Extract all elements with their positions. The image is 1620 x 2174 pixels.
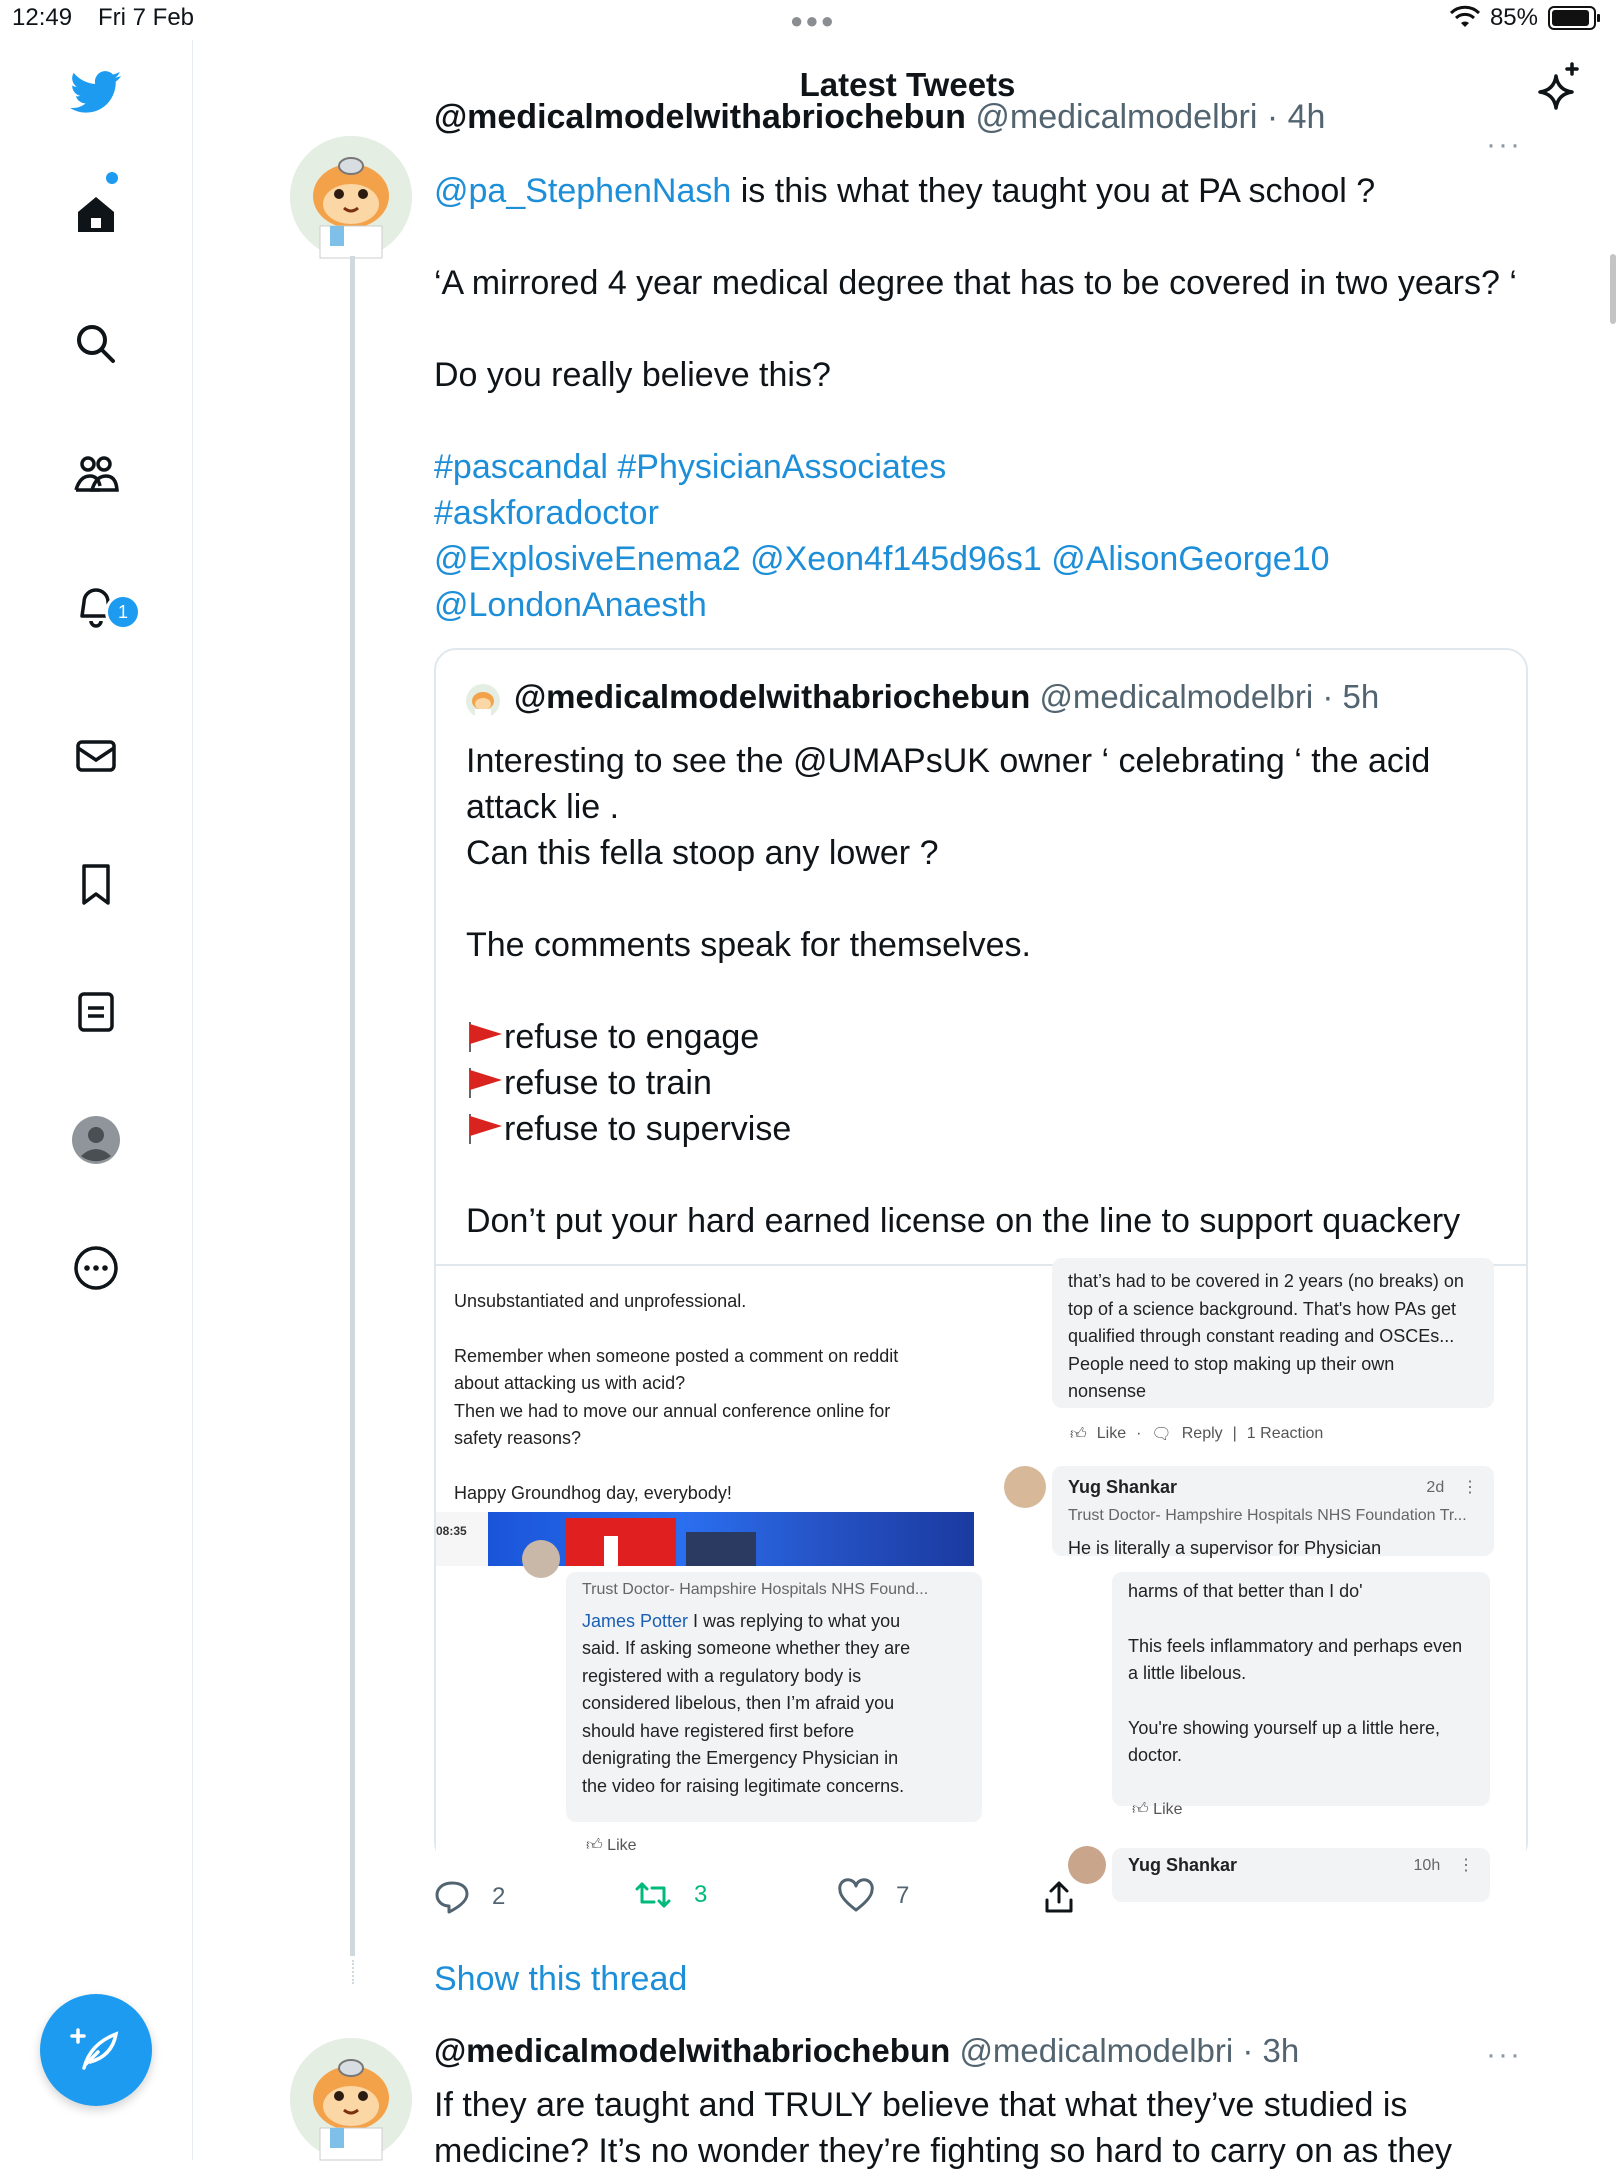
quote-header: [514, 678, 1379, 716]
retweet-button[interactable]: [634, 1880, 707, 1910]
reply-count: 2: [492, 1883, 506, 1910]
tweet2-avatar[interactable]: [290, 2038, 414, 2162]
comment-box: [1112, 1572, 1490, 1806]
compose-button[interactable]: [40, 1994, 152, 2106]
tweet1-line2: ‘A mirrored 4 year medical degree that has to be covered in two years? ‘: [434, 264, 1517, 302]
video-thumbnail-mark: [604, 1536, 618, 1566]
comment-line: doctor.: [1128, 1745, 1183, 1765]
status-right: [1450, 4, 1596, 32]
comment-line: a little libelous.: [1128, 1663, 1247, 1683]
quote-author-name[interactable]: @medicalmodelwithabriochebun: [514, 678, 1031, 715]
multitasking-dots-icon[interactable]: ●●●: [790, 8, 836, 33]
video-timestamp: 08:35: [436, 1524, 467, 1538]
flag-text-3: refuse to supervise: [504, 1110, 792, 1148]
bookmark-icon[interactable]: [70, 858, 122, 910]
share-icon: [1042, 1880, 1076, 1914]
quote-handle[interactable]: @medicalmodelbri: [1039, 678, 1314, 715]
comment-line: qualified through constant reading and OSCEs...: [1068, 1326, 1455, 1346]
flag-item: [466, 1106, 1506, 1152]
post-p3: Happy Groundhog day, everybody!: [454, 1482, 732, 1503]
profile-icon[interactable]: [70, 1114, 122, 1166]
status-date: Fri 7 Feb: [98, 4, 195, 31]
video-thumbnail-dark: [686, 1532, 756, 1566]
comment-line: considered libelous, then I’m afraid you: [582, 1693, 895, 1713]
tweet2-line1: If they are taught and TRULY believe that what they’ve studied is: [434, 2086, 1408, 2124]
comment-box: [566, 1572, 982, 1822]
quote-body: [466, 738, 1506, 1244]
quote-line4: The comments speak for themselves.: [466, 926, 1032, 964]
heart-icon: [838, 1880, 874, 1912]
status-time: 12:49: [12, 4, 73, 31]
comment-like[interactable]: 👍︎ Like: [586, 1837, 637, 1854]
tweet1-actions: [434, 1880, 1534, 1930]
tweet2-more-icon[interactable]: ···: [1486, 2038, 1522, 2071]
reply-icon[interactable]: 🗨︎: [1151, 1426, 1172, 1443]
mention-links-2[interactable]: @LondonAnaesth: [434, 586, 707, 624]
video-strip[interactable]: [436, 1512, 974, 1566]
hashtag-links-2[interactable]: #askforadoctor: [434, 494, 659, 532]
notifications-badge: 1: [105, 594, 141, 630]
tweet2-line2: medicine? It’s no wonder they’re fighting so hard to carry on as they: [434, 2132, 1453, 2170]
flag-item: [466, 1014, 1506, 1060]
comment-like[interactable]: 👍︎ Like: [1132, 1801, 1183, 1818]
retweet-count: 3: [694, 1881, 708, 1908]
comment-box: Yug Shankar 2d ⋮ Trust Doctor- Hampshire Hospitals NHS Foundation Tr... He is literally a supervisor for Physician: [1052, 1466, 1494, 1556]
tweet2-author-name[interactable]: @medicalmodelwithabriochebun: [434, 2032, 951, 2069]
sidebar: [0, 40, 193, 2160]
tweet1-author-name[interactable]: @medicalmodelwithabriochebun: [434, 98, 966, 136]
flag-item: [466, 1060, 1506, 1106]
flag-text-2: refuse to train: [504, 1064, 712, 1102]
tweet1-line1: is this what they taught you at PA school ?: [731, 172, 1376, 210]
comment-actions: 👍︎ Like · 🗨︎ Reply | 1 Reaction: [1070, 1425, 1324, 1443]
quote-line2: attack lie .: [466, 788, 620, 826]
scrollbar[interactable]: [1610, 254, 1616, 324]
comment-line: that’s had to be covered in 2 years (no breaks) on: [1068, 1271, 1464, 1291]
quote-time: · 5h: [1322, 678, 1380, 715]
comment-line: harms of that better than I do': [1128, 1581, 1363, 1601]
red-flag-icon: [466, 1112, 504, 1146]
more-icon[interactable]: [70, 1242, 122, 1294]
home-icon[interactable]: [70, 188, 122, 240]
sparkle-icon[interactable]: [1536, 62, 1582, 115]
comment-age: 2d: [1426, 1479, 1445, 1496]
twitter-bird-icon[interactable]: [70, 66, 122, 118]
like-link[interactable]: Like: [1153, 1801, 1183, 1818]
comment-line: People need to stop making up their own: [1068, 1353, 1395, 1374]
commenter-avatar: [1004, 1466, 1046, 1508]
flag-text-1: refuse to engage: [504, 1018, 760, 1056]
show-thread-link[interactable]: Show this thread: [434, 1960, 688, 1998]
comment-line: top of a science background. That's how PAs get: [1068, 1298, 1457, 1319]
reply-link[interactable]: Reply: [1181, 1425, 1223, 1442]
tweet1-avatar[interactable]: [290, 136, 414, 260]
avatar-icon: [290, 2038, 412, 2160]
envelope-icon[interactable]: [70, 730, 122, 782]
tweet2-handle[interactable]: @medicalmodelbri: [959, 2032, 1234, 2069]
home-unread-dot: [106, 172, 118, 184]
commenter-avatar: [1068, 1846, 1106, 1884]
comment-box: Yug Shankar 10h ⋮: [1112, 1848, 1490, 1902]
post-p1: Unsubstantiated and unprofessional.: [454, 1291, 747, 1311]
quote-line3: Can this fella stoop any lower ?: [466, 834, 939, 872]
commenter-title: Trust Doctor- Hampshire Hospitals NHS Foundation Tr...: [1068, 1506, 1467, 1524]
comment-line: nonsense: [1068, 1381, 1147, 1401]
like-link[interactable]: Like: [1096, 1425, 1127, 1442]
post-p2d: safety reasons?: [454, 1428, 582, 1448]
tweet1-header-clipped: [434, 98, 1504, 156]
commenter-avatar: [522, 1540, 560, 1578]
comment-line: I was replying to what you: [688, 1610, 901, 1631]
reply-icon: [434, 1880, 470, 1914]
commenter-name[interactable]: Yug Shankar: [1068, 1477, 1178, 1497]
post-p2c: Then we had to move our annual conference online for: [454, 1400, 891, 1421]
tweet1-line3: Do you really believe this?: [434, 356, 831, 394]
embedded-screenshot[interactable]: [436, 1264, 1526, 1875]
comment-line: should have registered first before: [582, 1720, 855, 1741]
tweet1-time: · 4h: [1266, 98, 1326, 136]
tweet1-handle[interactable]: @medicalmodelbri: [975, 98, 1258, 136]
reaction-count[interactable]: 1 Reaction: [1246, 1425, 1324, 1442]
retweet-icon: [634, 1880, 672, 1910]
tweet2-body: [434, 2082, 1554, 2174]
comment-line: the video for raising legitimate concerns.: [582, 1775, 905, 1796]
reply-button[interactable]: [434, 1880, 505, 1914]
like-link[interactable]: Like: [607, 1837, 637, 1854]
battery-percent: 85%: [1489, 4, 1538, 31]
quote-line5: Don’t put your hard earned license on the line to support quackery: [466, 1202, 1461, 1240]
search-icon[interactable]: [70, 318, 122, 370]
comment-age: 10h: [1413, 1857, 1441, 1874]
hashtag-links-1[interactable]: #pascandal #PhysicianAssociates: [434, 448, 947, 486]
comment-line: You're showing yourself up a little here,: [1128, 1717, 1440, 1738]
quote-line1: Interesting to see the @UMAPsUK owner ‘ celebrating ‘ the acid: [466, 742, 1431, 780]
mention-link[interactable]: @pa_StephenNash: [434, 172, 732, 210]
comment-line: said. If asking someone whether they are: [582, 1638, 911, 1658]
post-p2b: about attacking us with acid?: [454, 1373, 686, 1393]
quote-tweet-card[interactable]: [434, 648, 1528, 1875]
tweet1-body: [434, 168, 1554, 628]
comment-line: registered with a regulatory body is: [582, 1665, 862, 1686]
mention-name[interactable]: James Potter: [582, 1610, 689, 1631]
red-flag-icon: [466, 1020, 504, 1054]
battery-icon: [1548, 6, 1596, 30]
like-icon[interactable]: 👍︎: [1070, 1425, 1087, 1443]
tweet2-header: [434, 2032, 1299, 2070]
compose-feather-icon: [68, 2022, 124, 2078]
commenter-title: Trust Doctor- Hampshire Hospitals NHS Found...: [582, 1581, 929, 1598]
comment-line: denigrating the Emergency Physician in: [582, 1748, 899, 1768]
wifi-icon: [1450, 7, 1480, 29]
like-count: 7: [896, 1882, 910, 1909]
mention-links-1[interactable]: @ExplosiveEnema2 @Xeon4f145d96s1 @AlisonGeorge10: [434, 540, 1330, 578]
avatar-icon: [290, 136, 412, 258]
red-flag-icon: [466, 1066, 504, 1100]
quote-avatar: [466, 684, 500, 718]
thread-connector: [352, 1960, 356, 1984]
comment-box: [1052, 1258, 1494, 1408]
comment-line: This feels inflammatory and perhaps even: [1128, 1635, 1463, 1656]
list-icon[interactable]: [70, 986, 122, 1038]
like-button[interactable]: [838, 1880, 909, 1912]
share-button[interactable]: [1042, 1880, 1076, 1914]
page-title: Latest Tweets: [799, 66, 1016, 103]
post-text: [454, 1288, 934, 1507]
tweet2-time: · 3h: [1242, 2032, 1300, 2069]
communities-icon[interactable]: [70, 448, 122, 500]
post-p2a: Remember when someone posted a comment on reddit: [454, 1345, 899, 1366]
commenter-name[interactable]: Yug Shankar: [1128, 1855, 1238, 1875]
thread-line: [350, 256, 355, 1956]
tweet1-more-icon[interactable]: ···: [1486, 128, 1522, 161]
comment-text: He is literally a supervisor for Physician: [1068, 1538, 1382, 1558]
video-thumbnail-red: [566, 1518, 676, 1566]
